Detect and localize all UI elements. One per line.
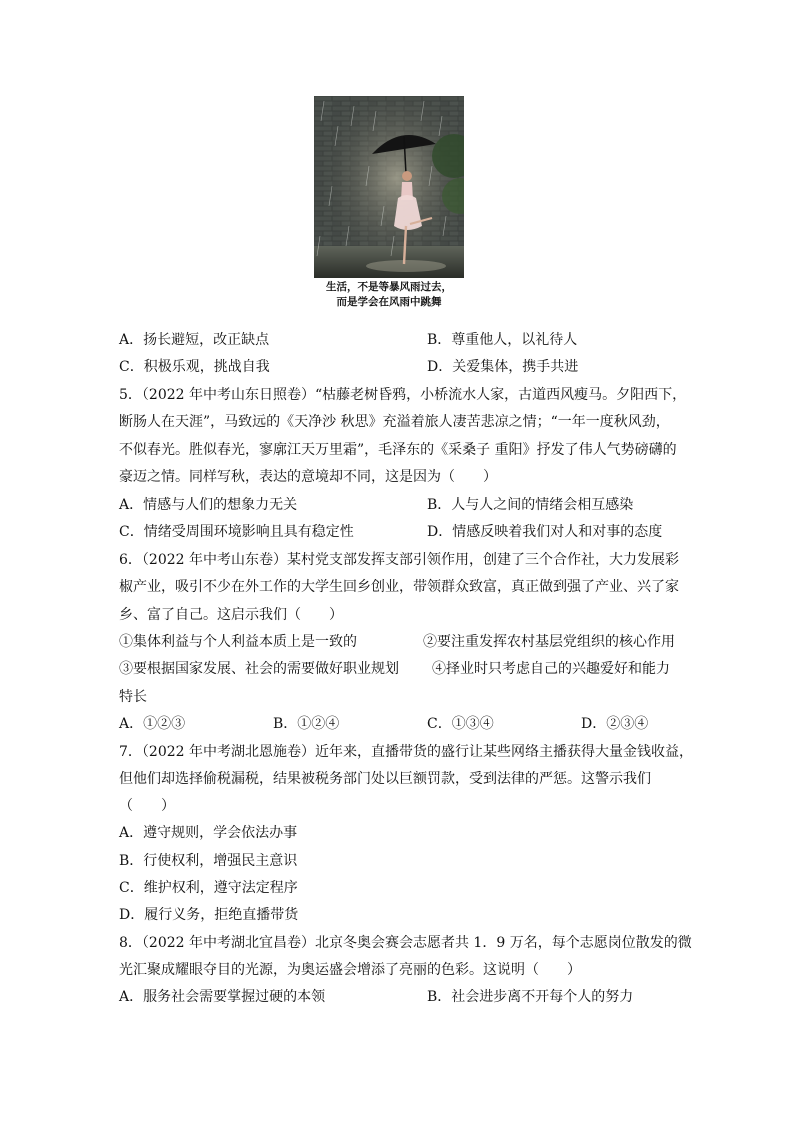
q5-stem-line-3: 不似春光。胜似春光，寥廓江天万里霜”，毛泽东的《采桑子 重阳》抒发了伟人气势磅礴的 [119, 442, 677, 458]
q5-option-c: C．情绪受周围环境影响且具有稳定性 [119, 524, 354, 540]
q7-option-c: C．维护权利，遵守法定程序 [119, 880, 298, 896]
q8-stem-line-1: 8．（2022 年中考湖北宜昌卷）北京冬奥会赛会志愿者共 1．9 万名，每个志愿岗位散发的微 [119, 935, 692, 951]
q5-stem-line-1: 5．（2022 年中考山东日照卷）“枯藤老树昏鸦，小桥流水人家，古道西风瘦马。夕阳西下， [119, 387, 687, 403]
rain-dance-photo [314, 96, 464, 278]
q6-option-b: B．①②④ [273, 716, 340, 732]
q5-stem-line-4: 豪迈之情。同样写秋，表达的意境却不同，这是因为（ ） [119, 469, 497, 485]
q4-option-b: B．尊重他人，以礼待人 [427, 332, 578, 348]
q6-stem-line-3: 乡、富了自己。这启示我们（ ） [119, 607, 343, 623]
q8-option-b: B．社会进步离不开每个人的努力 [427, 989, 634, 1005]
q5-option-b: B．人与人之间的情绪会相互感染 [427, 497, 634, 513]
caption-line-1: 生活，不是等暴风雨过去， [326, 281, 452, 293]
q7-option-a: A．遵守规则，学会依法办事 [119, 825, 298, 841]
q8-option-a: A．服务社会需要掌握过硬的本领 [119, 989, 326, 1005]
q4-option-c: C．积极乐观，挑战自我 [119, 359, 270, 375]
q7-option-d: D．履行义务，拒绝直播带货 [119, 907, 299, 923]
q7-option-b: B．行使权利，增强民主意识 [119, 853, 298, 869]
q6-stem-line-2: 椒产业，吸引不少在外工作的大学生回乡创业，带领群众致富，真正做到强了产业、兴了家 [119, 579, 679, 595]
photo-caption [314, 280, 464, 310]
q7-stem-line-1: 7．（2022 年中考湖北恩施卷）近年来，直播带货的盛行让某些网络主播获得大量金钱收益， [119, 744, 693, 760]
q6-statement-1: ①集体利益与个人利益本质上是一致的 [119, 634, 357, 650]
q7-stem-line-2: 但他们却选择偷税漏税，结果被税务部门处以巨额罚款，受到法律的严惩。这警示我们 [119, 771, 651, 787]
q6-statement-2: ②要注重发挥农村基层党组织的核心作用 [423, 634, 675, 650]
q4-option-d: D．关爱集体，携手共进 [427, 359, 579, 375]
q8-stem-line-2: 光汇聚成耀眼夺目的光源，为奥运盛会增添了亮丽的色彩。这说明（ ） [119, 962, 581, 978]
q6-statement-4-cont: 特长 [119, 689, 147, 705]
q4-option-a: A．扬长避短，改正缺点 [119, 332, 270, 348]
q5-option-a: A．情感与人们的想象力无关 [119, 497, 298, 513]
q6-option-d: D．②③④ [581, 716, 649, 732]
caption-line-2: 而是学会在风雨中跳舞 [336, 296, 442, 308]
rain-dance-illustration [314, 96, 464, 278]
q5-stem-line-2: 断肠人在天涯”，马致远的《天净沙 秋思》充溢着旅人凄苦悲凉之情；“一年一度秋风劲， [119, 414, 670, 430]
q6-statement-4: ④择业时只考虑自己的兴趣爱好和能力 [432, 661, 670, 677]
q6-stem-line-1: 6．（2022 年中考山东卷）某村党支部发挥支部引领作用，创建了三个合作社，大力发展彩 [119, 552, 679, 568]
q6-statement-3: ③要根据国家发展、社会的需要做好职业规划 [119, 661, 399, 677]
q6-option-c: C．①③④ [427, 716, 494, 732]
q6-option-a: A．①②③ [119, 716, 186, 732]
q5-option-d: D．情感反映着我们对人和对事的态度 [427, 524, 663, 540]
q7-stem-line-3: （ ） [119, 798, 175, 814]
